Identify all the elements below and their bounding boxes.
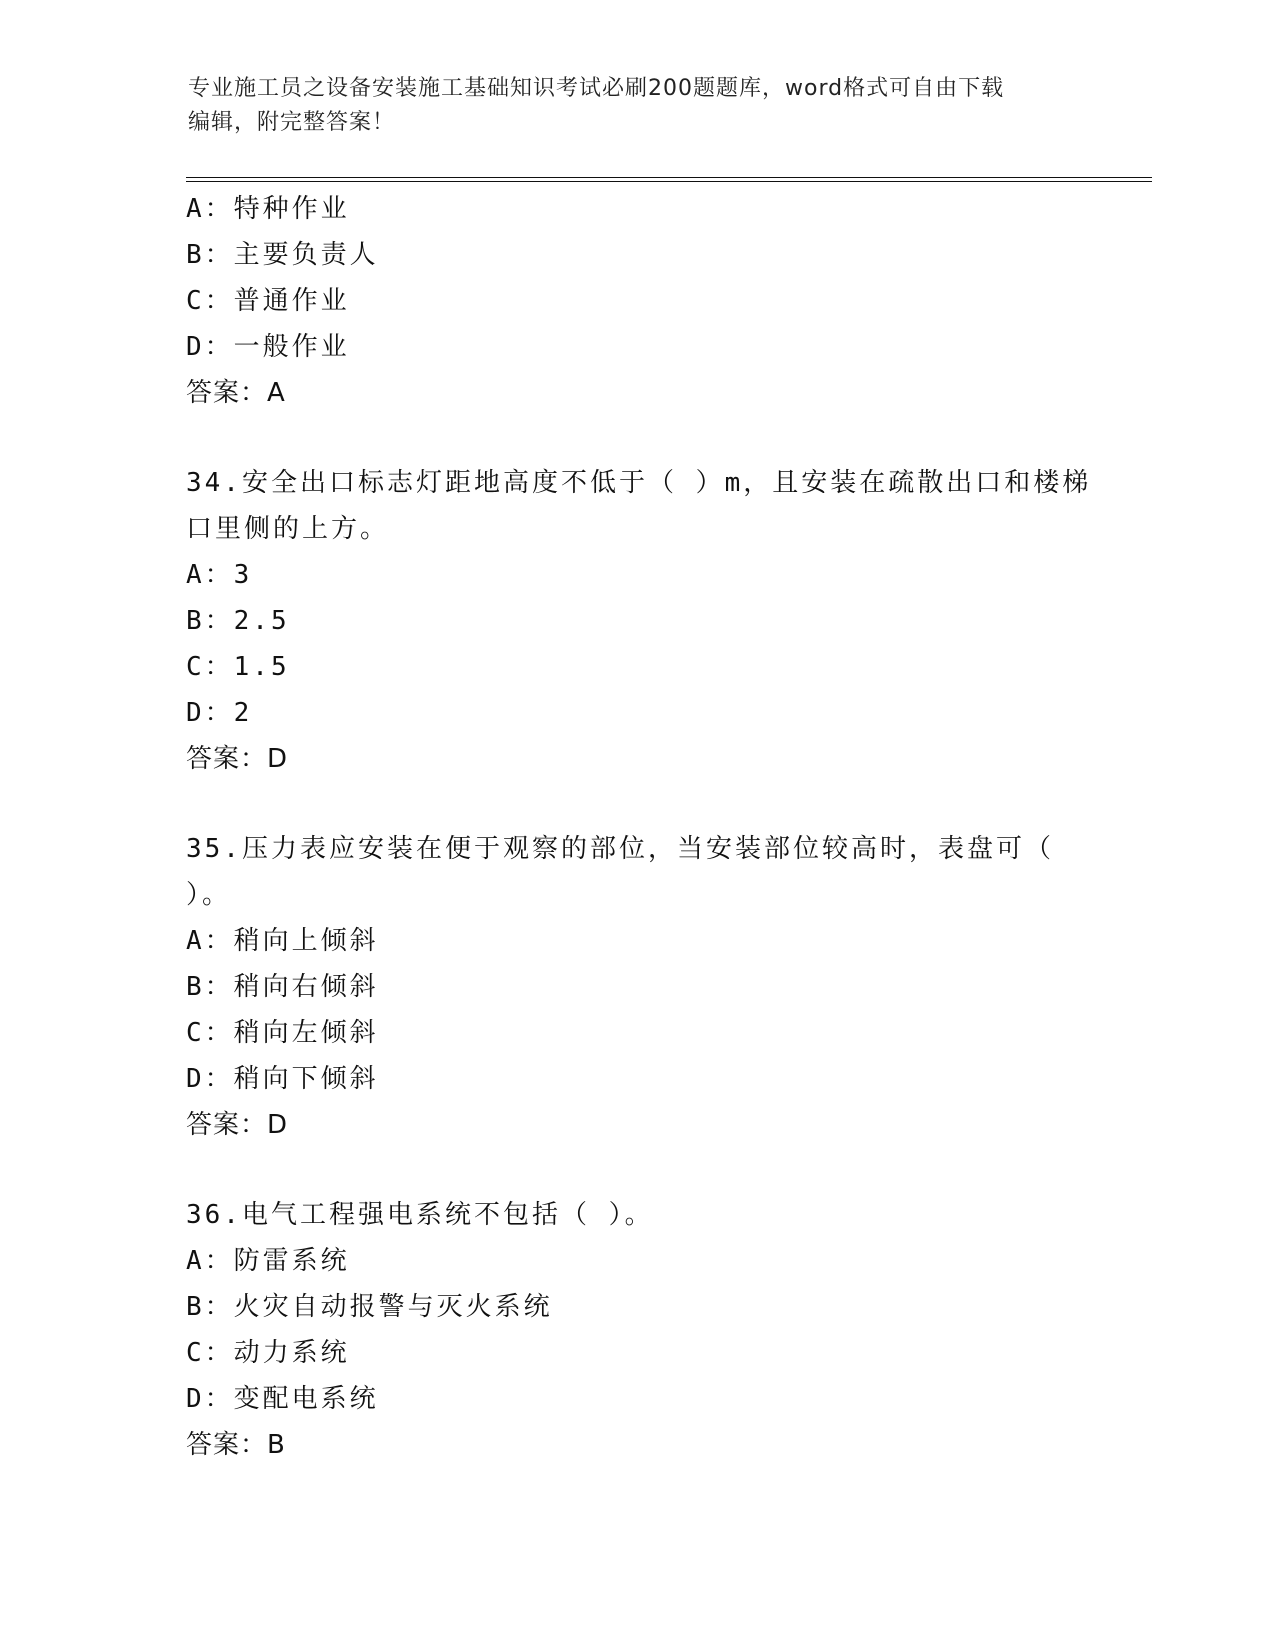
q35-option-d: D：稍向下倾斜 <box>186 1064 379 1094</box>
q35-question-line-2: ）。 <box>186 880 232 910</box>
q36-option-d: D：变配电系统 <box>186 1384 379 1414</box>
q35-option-c: C：稍向左倾斜 <box>186 1018 379 1048</box>
q33-answer: 答案：A <box>186 378 286 408</box>
header-title-line-2: 编辑，附完整答案！ <box>188 110 396 135</box>
q36-option-c: C：动力系统 <box>186 1338 350 1368</box>
q33-option-c: C：普通作业 <box>186 286 350 316</box>
q36-option-a: A：防雷系统 <box>186 1246 350 1276</box>
question-36-block <box>186 1192 1086 1468</box>
q36-question-line-1: 36.电气工程强电系统不包括（ ）。 <box>186 1200 654 1230</box>
spacer <box>186 782 1086 826</box>
q33-option-b: B：主要负责人 <box>186 240 379 270</box>
q33-option-d: D：一般作业 <box>186 332 350 362</box>
header-divider-top <box>186 177 1152 178</box>
spacer <box>186 416 1086 460</box>
document-header <box>188 72 1068 140</box>
question-35-block <box>186 826 1086 1148</box>
q36-option-b: B：火灾自动报警与灭火系统 <box>186 1292 553 1322</box>
q35-option-a: A：稍向上倾斜 <box>186 926 379 956</box>
question-list <box>186 186 1092 1468</box>
q33-option-a: A：特种作业 <box>186 194 350 224</box>
q34-option-a: A：3 <box>186 560 253 590</box>
header-divider-bottom <box>186 181 1152 182</box>
q34-option-d: D：2 <box>186 698 253 728</box>
q35-question-line-1: 35.压力表应安装在便于观察的部位，当安装部位较高时，表盘可（ <box>186 834 1054 864</box>
question-33-block <box>186 186 1086 416</box>
q36-answer: 答案：B <box>186 1430 286 1460</box>
q34-option-b: B：2.5 <box>186 606 290 636</box>
q35-option-b: B：稍向右倾斜 <box>186 972 379 1002</box>
q34-option-c: C：1.5 <box>186 652 290 682</box>
q34-question-line-2: 口里侧的上方。 <box>186 514 390 544</box>
q35-answer: 答案：D <box>186 1110 289 1140</box>
spacer <box>186 1148 1086 1192</box>
q34-question-line-1: 34.安全出口标志灯距地高度不低于（ ）m，且安装在疏散出口和楼梯 <box>186 468 1092 498</box>
q34-answer: 答案：D <box>186 744 289 774</box>
question-34-block <box>186 460 1092 782</box>
header-title-line-1: 专业施工员之设备安装施工基础知识考试必刷200题题库，word格式可自由下载 <box>188 76 1005 101</box>
